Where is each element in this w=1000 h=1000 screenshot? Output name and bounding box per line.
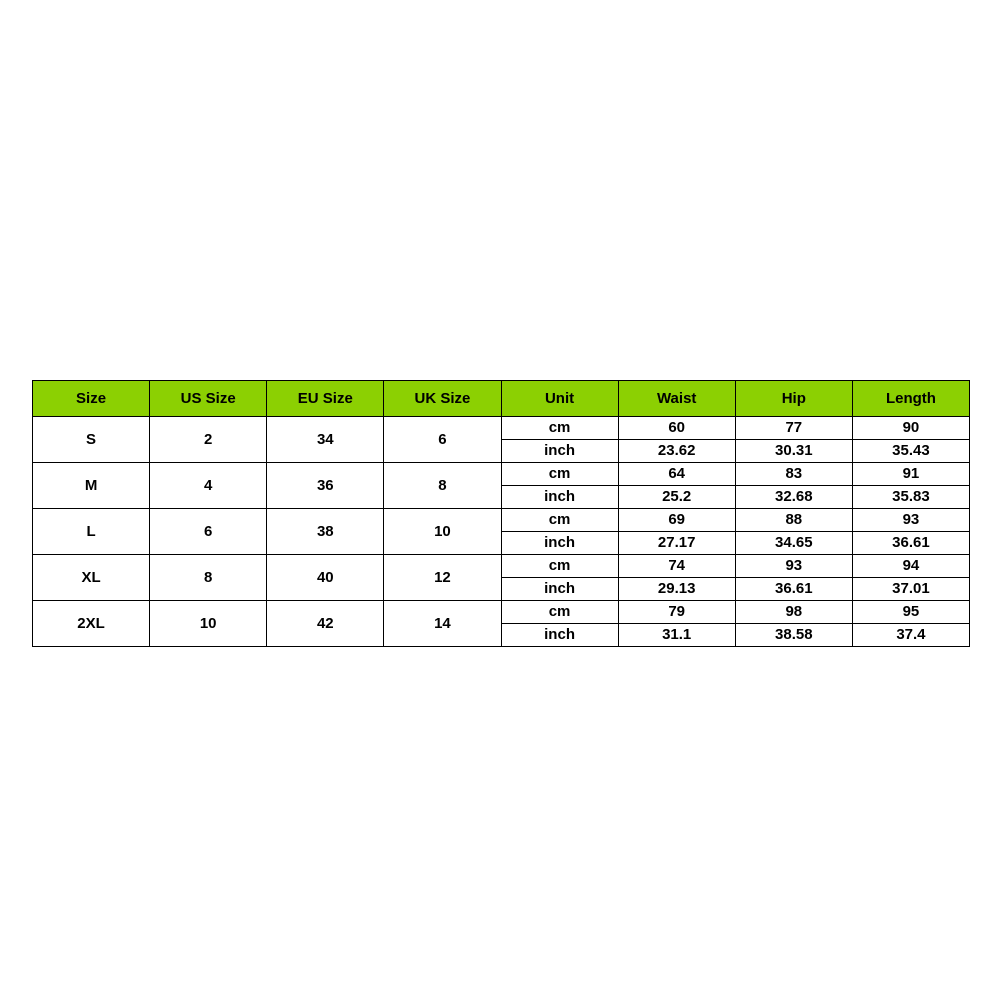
unit-cell: inch bbox=[501, 578, 618, 601]
us-size-cell: 6 bbox=[150, 509, 267, 555]
hip-cell: 83 bbox=[735, 463, 852, 486]
size-cell: L bbox=[33, 509, 150, 555]
size-chart-table bbox=[32, 380, 970, 647]
length-cell: 90 bbox=[852, 417, 969, 440]
waist-cell: 69 bbox=[618, 509, 735, 532]
eu-size-cell: 38 bbox=[267, 509, 384, 555]
uk-size-cell: 14 bbox=[384, 601, 501, 647]
header-size: Size bbox=[33, 381, 150, 417]
hip-cell: 36.61 bbox=[735, 578, 852, 601]
unit-cell: inch bbox=[501, 486, 618, 509]
unit-cell: inch bbox=[501, 440, 618, 463]
length-cell: 35.83 bbox=[852, 486, 969, 509]
size-cell: M bbox=[33, 463, 150, 509]
us-size-cell: 4 bbox=[150, 463, 267, 509]
waist-cell: 79 bbox=[618, 601, 735, 624]
hip-cell: 32.68 bbox=[735, 486, 852, 509]
hip-cell: 88 bbox=[735, 509, 852, 532]
table-row bbox=[33, 601, 970, 624]
eu-size-cell: 42 bbox=[267, 601, 384, 647]
unit-cell: cm bbox=[501, 555, 618, 578]
us-size-cell: 8 bbox=[150, 555, 267, 601]
waist-cell: 64 bbox=[618, 463, 735, 486]
table-row bbox=[33, 463, 970, 486]
table-row bbox=[33, 417, 970, 440]
size-cell: S bbox=[33, 417, 150, 463]
unit-cell: cm bbox=[501, 601, 618, 624]
unit-cell: inch bbox=[501, 532, 618, 555]
size-cell: XL bbox=[33, 555, 150, 601]
length-cell: 36.61 bbox=[852, 532, 969, 555]
eu-size-cell: 36 bbox=[267, 463, 384, 509]
length-cell: 37.01 bbox=[852, 578, 969, 601]
waist-cell: 31.1 bbox=[618, 624, 735, 647]
header-us-size: US Size bbox=[150, 381, 267, 417]
header-unit: Unit bbox=[501, 381, 618, 417]
length-cell: 37.4 bbox=[852, 624, 969, 647]
hip-cell: 77 bbox=[735, 417, 852, 440]
hip-cell: 38.58 bbox=[735, 624, 852, 647]
us-size-cell: 10 bbox=[150, 601, 267, 647]
table-body bbox=[33, 417, 970, 647]
length-cell: 91 bbox=[852, 463, 969, 486]
eu-size-cell: 40 bbox=[267, 555, 384, 601]
unit-cell: cm bbox=[501, 417, 618, 440]
header-length: Length bbox=[852, 381, 969, 417]
hip-cell: 34.65 bbox=[735, 532, 852, 555]
header-row bbox=[33, 381, 970, 417]
us-size-cell: 2 bbox=[150, 417, 267, 463]
hip-cell: 30.31 bbox=[735, 440, 852, 463]
uk-size-cell: 8 bbox=[384, 463, 501, 509]
hip-cell: 98 bbox=[735, 601, 852, 624]
waist-cell: 29.13 bbox=[618, 578, 735, 601]
waist-cell: 60 bbox=[618, 417, 735, 440]
length-cell: 95 bbox=[852, 601, 969, 624]
waist-cell: 23.62 bbox=[618, 440, 735, 463]
header-hip: Hip bbox=[735, 381, 852, 417]
length-cell: 93 bbox=[852, 509, 969, 532]
header-waist: Waist bbox=[618, 381, 735, 417]
uk-size-cell: 12 bbox=[384, 555, 501, 601]
size-cell: 2XL bbox=[33, 601, 150, 647]
uk-size-cell: 6 bbox=[384, 417, 501, 463]
waist-cell: 27.17 bbox=[618, 532, 735, 555]
waist-cell: 25.2 bbox=[618, 486, 735, 509]
table-row bbox=[33, 509, 970, 532]
table-row bbox=[33, 555, 970, 578]
table-header bbox=[33, 381, 970, 417]
hip-cell: 93 bbox=[735, 555, 852, 578]
waist-cell: 74 bbox=[618, 555, 735, 578]
uk-size-cell: 10 bbox=[384, 509, 501, 555]
eu-size-cell: 34 bbox=[267, 417, 384, 463]
length-cell: 94 bbox=[852, 555, 969, 578]
header-eu-size: EU Size bbox=[267, 381, 384, 417]
unit-cell: cm bbox=[501, 509, 618, 532]
header-uk-size: UK Size bbox=[384, 381, 501, 417]
length-cell: 35.43 bbox=[852, 440, 969, 463]
unit-cell: cm bbox=[501, 463, 618, 486]
unit-cell: inch bbox=[501, 624, 618, 647]
